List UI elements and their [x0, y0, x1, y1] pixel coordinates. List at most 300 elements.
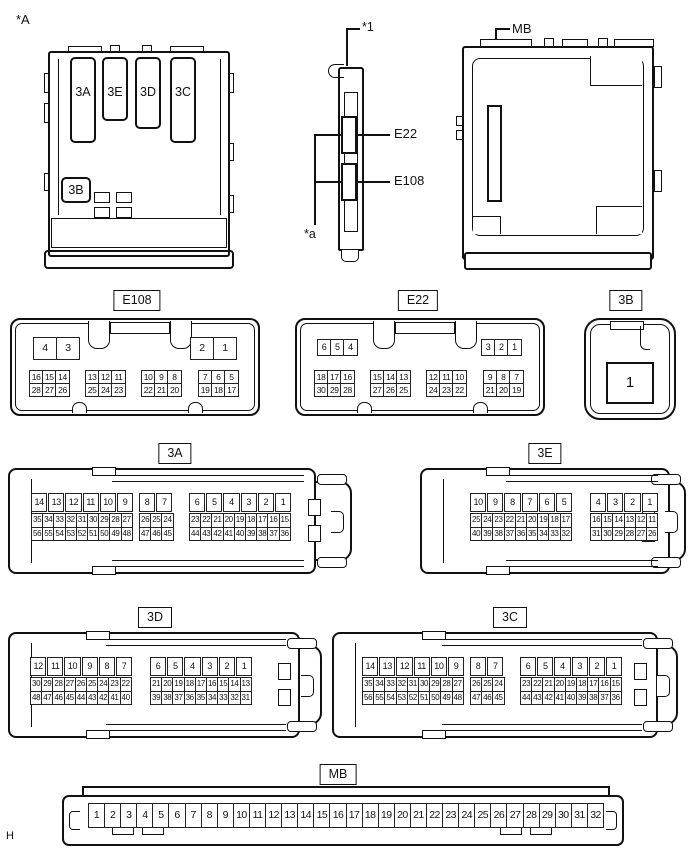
pin-12: 12 [30, 657, 46, 676]
pin-2: 2 [624, 493, 640, 512]
pin-42: 42 [97, 691, 109, 706]
pin-1: 1 [88, 803, 105, 828]
pin-8: 8 [470, 657, 486, 676]
pin-13: 13 [85, 370, 99, 384]
pin-3: 3 [481, 339, 495, 356]
pin-21: 21 [154, 383, 168, 397]
pin-39: 39 [576, 691, 588, 706]
pin-7: 7 [522, 493, 538, 512]
pin-29: 29 [429, 677, 441, 692]
pin-5: 5 [167, 657, 183, 676]
latch-bracket [657, 675, 670, 697]
pin-8: 8 [201, 803, 218, 828]
inner-wall-line [58, 59, 59, 215]
pin-group [520, 657, 622, 705]
pin-19: 19 [198, 383, 212, 397]
pin-30: 30 [601, 527, 613, 542]
pin-16: 16 [340, 370, 354, 384]
pin-48: 48 [121, 527, 133, 542]
relay-square [116, 192, 132, 203]
pin-20: 20 [161, 677, 173, 692]
pin-15: 15 [610, 677, 622, 692]
pin-group [483, 370, 524, 397]
pin-21: 21 [483, 383, 497, 397]
slot-3d: 3D [135, 57, 161, 129]
pin-27: 27 [370, 383, 384, 397]
pin-50: 50 [429, 691, 441, 706]
pin-52: 52 [76, 527, 88, 542]
pin-19: 19 [509, 383, 523, 397]
pin-27: 27 [121, 513, 133, 528]
pin-group [30, 657, 132, 705]
pin-14: 14 [228, 677, 240, 692]
pin-4: 4 [343, 339, 357, 356]
pin-24: 24 [481, 513, 493, 528]
pin-23: 23 [108, 677, 120, 692]
pin-44: 44 [520, 691, 532, 706]
pin-33: 33 [548, 527, 560, 542]
pin-36: 36 [184, 691, 196, 706]
pin-12: 12 [98, 370, 112, 384]
pin-group [198, 370, 239, 397]
connector-3b-body [584, 318, 676, 420]
pin-32: 32 [587, 803, 604, 828]
connector-mb-body [62, 786, 624, 846]
pin-50: 50 [98, 527, 110, 542]
pin-7: 7 [509, 370, 523, 384]
pin-45: 45 [161, 527, 173, 542]
pin-7: 7 [487, 657, 503, 676]
pin-16: 16 [206, 677, 218, 692]
pin-20: 20 [554, 677, 566, 692]
guide-rail [442, 639, 642, 646]
pin-24: 24 [98, 383, 112, 397]
lower-band [51, 218, 227, 248]
connector-e22-body [295, 318, 545, 416]
pin-21: 21 [211, 513, 223, 528]
pin-12: 12 [65, 493, 81, 512]
pin-9: 9 [217, 803, 234, 828]
pin-22: 22 [426, 803, 443, 828]
pin-39: 39 [245, 527, 257, 542]
pin-54: 54 [53, 527, 65, 542]
pin-35: 35 [526, 527, 538, 542]
bracket-line [314, 181, 341, 183]
pin-49: 49 [440, 691, 452, 706]
pin-43: 43 [86, 691, 98, 706]
pin-27: 27 [452, 677, 464, 692]
pin-26: 26 [383, 383, 397, 397]
connector-label-3b: 3B [609, 290, 642, 311]
pin-30: 30 [87, 513, 99, 528]
pin-32: 32 [560, 527, 572, 542]
slot-e108 [341, 163, 357, 201]
pin-36: 36 [279, 527, 291, 542]
pin-19: 19 [378, 803, 395, 828]
pin-4: 4 [184, 657, 200, 676]
pin-31: 31 [76, 513, 88, 528]
pin-25: 25 [470, 513, 482, 528]
latch-pin [278, 663, 291, 680]
connector-label-3a: 3A [158, 443, 191, 464]
pin-7: 7 [156, 493, 172, 512]
connector-e108-body [10, 318, 260, 416]
pin-34: 34 [42, 513, 54, 528]
pin-26: 26 [490, 803, 507, 828]
side-inner-panel [344, 92, 358, 232]
pin-47: 47 [139, 527, 151, 542]
pin-7: 7 [198, 370, 212, 384]
lock-cutout [455, 321, 477, 349]
pin-28: 28 [440, 677, 452, 692]
pin-2: 2 [494, 339, 508, 356]
callout-1-label: *1 [362, 20, 374, 34]
pin-18: 18 [184, 677, 196, 692]
pin-29: 29 [98, 513, 110, 528]
pin-30: 30 [555, 803, 572, 828]
pin-13: 13 [379, 657, 395, 676]
pin-4: 4 [33, 337, 57, 360]
connector-label-3d: 3D [138, 607, 172, 628]
pin-9: 9 [448, 657, 464, 676]
pin-42: 42 [542, 691, 554, 706]
guide-bump [486, 467, 510, 476]
pin-38: 38 [256, 527, 268, 542]
pin-44: 44 [75, 691, 87, 706]
pin-17: 17 [587, 677, 599, 692]
pin-group [590, 493, 658, 541]
pin-20: 20 [167, 383, 181, 397]
guide-bump [486, 566, 510, 575]
pin-51: 51 [418, 691, 430, 706]
guide-rail [112, 475, 304, 482]
slot-3b: 3B [61, 177, 91, 203]
pin-25: 25 [85, 383, 99, 397]
pin-21: 21 [410, 803, 427, 828]
pin-27: 27 [64, 677, 76, 692]
latch-hook [643, 638, 673, 649]
pin-26: 26 [646, 527, 658, 542]
lock-hook [640, 326, 650, 350]
pin-27: 27 [635, 527, 647, 542]
pin-25: 25 [150, 513, 162, 528]
pin-14: 14 [31, 493, 47, 512]
guide-rail [506, 560, 658, 567]
pin-56: 56 [31, 527, 43, 542]
e22-callout-label: E22 [394, 126, 418, 141]
view-a-label: *A [16, 12, 30, 27]
pin-3: 3 [241, 493, 257, 512]
pin-44: 44 [189, 527, 201, 542]
pin-1: 1 [606, 657, 622, 676]
lock-cutout [373, 321, 395, 349]
pin-27: 27 [42, 383, 56, 397]
guide-rail [106, 639, 286, 646]
pin-14: 14 [297, 803, 314, 828]
pin-49: 49 [109, 527, 121, 542]
pin-4: 4 [136, 803, 153, 828]
pin-7: 7 [116, 657, 132, 676]
connector-3e-body [420, 466, 686, 576]
pin-26: 26 [470, 677, 482, 692]
pin-15: 15 [370, 370, 384, 384]
pin-26: 26 [75, 677, 87, 692]
bottom-notch [357, 402, 372, 413]
connector-3c-body [332, 630, 678, 740]
pin-5: 5 [330, 339, 344, 356]
pin-33: 33 [53, 513, 65, 528]
pin-18: 18 [245, 513, 257, 528]
pin-20: 20 [394, 803, 411, 828]
mb-callout-label: MB [512, 21, 532, 36]
pin-11: 11 [414, 657, 430, 676]
guide-rail [112, 560, 304, 567]
pin-4: 4 [590, 493, 606, 512]
pin-19: 19 [234, 513, 246, 528]
pin-51: 51 [87, 527, 99, 542]
pin-15: 15 [217, 677, 229, 692]
pin-19: 19 [537, 513, 549, 528]
pin-10: 10 [233, 803, 250, 828]
pin-group [150, 657, 252, 705]
lock-bar [110, 322, 170, 334]
pin-36: 36 [610, 691, 622, 706]
pin-17: 17 [195, 677, 207, 692]
lock-tab [610, 321, 644, 330]
connector-3d-body [8, 630, 322, 740]
slot-e22 [341, 116, 357, 154]
pin-27: 27 [506, 803, 523, 828]
pin-group [88, 803, 604, 828]
pin-13: 13 [624, 513, 636, 528]
pin-10: 10 [431, 657, 447, 676]
pin-7: 7 [185, 803, 202, 828]
pin-47: 47 [470, 691, 482, 706]
pin-9: 9 [82, 657, 98, 676]
pin-3: 3 [202, 657, 218, 676]
pin-45: 45 [492, 691, 504, 706]
pin-28: 28 [29, 383, 43, 397]
connector-label-e22: E22 [398, 290, 438, 311]
page-marker: H [6, 830, 14, 842]
pin-24: 24 [426, 383, 440, 397]
pin-23: 23 [439, 383, 453, 397]
pin-10: 10 [100, 493, 116, 512]
pin-12: 12 [396, 657, 412, 676]
pin-33: 33 [217, 691, 229, 706]
pin-22: 22 [120, 677, 132, 692]
pin-35: 35 [31, 513, 43, 528]
callout-line [358, 134, 390, 136]
pin-5: 5 [556, 493, 572, 512]
pin-11: 11 [83, 493, 99, 512]
latch-hook [643, 721, 673, 732]
pin-25: 25 [474, 803, 491, 828]
pin-15: 15 [601, 513, 613, 528]
callout-line [358, 181, 390, 183]
latch-hook [287, 721, 317, 732]
bottom-notch [72, 402, 87, 413]
edge-bump [654, 66, 662, 88]
pin-11: 11 [439, 370, 453, 384]
pin-24: 24 [97, 677, 109, 692]
junction-block-back-view [458, 20, 660, 273]
pin-10: 10 [64, 657, 80, 676]
pin-17: 17 [224, 383, 238, 397]
pin-18: 18 [314, 370, 328, 384]
pin-22: 22 [504, 513, 516, 528]
pin-5: 5 [152, 803, 169, 828]
guide-bump [92, 566, 116, 575]
pin-36: 36 [515, 527, 527, 542]
guide-rail [442, 724, 642, 731]
pin-group [141, 370, 182, 397]
pin-40: 40 [120, 691, 132, 706]
pin-group [314, 370, 355, 397]
bottom-notch [112, 828, 134, 835]
latch-hook [287, 638, 317, 649]
slot-mb [487, 105, 502, 202]
corner-step [590, 56, 642, 86]
guide-bump [422, 631, 446, 640]
pin-26: 26 [139, 513, 151, 528]
pin-1: 1 [642, 493, 658, 512]
pin-12: 12 [426, 370, 440, 384]
latch-hook [317, 557, 347, 568]
pin-group [29, 370, 70, 397]
pin-6: 6 [317, 339, 331, 356]
pin-34: 34 [206, 691, 218, 706]
pin-15: 15 [279, 513, 291, 528]
pin-11: 11 [646, 513, 658, 528]
e108-callout-label: E108 [394, 173, 425, 188]
guide-rail [106, 724, 286, 731]
pin-17: 17 [560, 513, 572, 528]
pin-13: 13 [240, 677, 252, 692]
pin-5: 5 [206, 493, 222, 512]
pin-29: 29 [612, 527, 624, 542]
pin-22: 22 [452, 383, 466, 397]
pin-group [362, 657, 464, 705]
pin-55: 55 [373, 691, 385, 706]
pin-30: 30 [418, 677, 430, 692]
pin-23: 23 [442, 803, 459, 828]
pin-43: 43 [200, 527, 212, 542]
pin-24: 24 [492, 677, 504, 692]
pin-11: 11 [111, 370, 125, 384]
pin-30: 30 [314, 383, 328, 397]
slot-3a: 3A [70, 57, 96, 143]
pin-4: 4 [223, 493, 239, 512]
pin-2: 2 [190, 337, 214, 360]
pin-40: 40 [470, 527, 482, 542]
pin-group [33, 337, 80, 360]
pin-25: 25 [86, 677, 98, 692]
pin-25: 25 [481, 677, 493, 692]
pin-group [481, 339, 522, 356]
pin-40: 40 [234, 527, 246, 542]
pin-19: 19 [172, 677, 184, 692]
pin-8: 8 [99, 657, 115, 676]
edge-bump [654, 170, 662, 192]
pin-46: 46 [481, 691, 493, 706]
bottom-notch [500, 828, 522, 835]
pin-group [370, 370, 411, 397]
bracket-line [314, 135, 316, 225]
pin-group [190, 337, 237, 360]
pin-5: 5 [224, 370, 238, 384]
base-strip [44, 250, 234, 269]
bottom-notch [530, 828, 552, 835]
junction-block-side-view [300, 20, 460, 270]
pin-16: 16 [29, 370, 43, 384]
pin-53: 53 [396, 691, 408, 706]
pin-15: 15 [42, 370, 56, 384]
pin-22: 22 [141, 383, 155, 397]
pin-46: 46 [52, 691, 64, 706]
slot-3e: 3E [102, 57, 128, 121]
pin-16: 16 [598, 677, 610, 692]
pin-38: 38 [492, 527, 504, 542]
pin-52: 52 [407, 691, 419, 706]
pin-32: 32 [396, 677, 408, 692]
pin-14: 14 [362, 657, 378, 676]
pin-31: 31 [571, 803, 588, 828]
pin-28: 28 [523, 803, 540, 828]
pin-group [139, 493, 174, 541]
guide-bump [86, 730, 110, 739]
pin-8: 8 [496, 370, 510, 384]
pin-2: 2 [219, 657, 235, 676]
pin-8: 8 [504, 493, 520, 512]
pin-31: 31 [590, 527, 602, 542]
guide-bump [422, 730, 446, 739]
pin-6: 6 [211, 370, 225, 384]
connector-3a-body [8, 466, 352, 576]
pin-33: 33 [384, 677, 396, 692]
pin-9: 9 [483, 370, 497, 384]
pin-38: 38 [161, 691, 173, 706]
latch-pin [308, 499, 321, 516]
pin-39: 39 [150, 691, 162, 706]
inner-wall-line [434, 479, 444, 563]
callout-line [346, 28, 360, 30]
pin-34: 34 [537, 527, 549, 542]
pin-3: 3 [607, 493, 623, 512]
pin-8: 8 [167, 370, 181, 384]
pin-11: 11 [249, 803, 266, 828]
bottom-notch [188, 402, 203, 413]
pin-41: 41 [223, 527, 235, 542]
guide-bump [92, 467, 116, 476]
pin-14: 14 [612, 513, 624, 528]
pin-23: 23 [111, 383, 125, 397]
pin-19: 19 [565, 677, 577, 692]
latch-bracket [665, 511, 678, 533]
pin-28: 28 [109, 513, 121, 528]
pin-6: 6 [539, 493, 555, 512]
bottom-notch [473, 402, 488, 413]
callout-line [495, 28, 510, 30]
pin-group [426, 370, 467, 397]
pin-28: 28 [624, 527, 636, 542]
pin-29: 29 [539, 803, 556, 828]
pin-18: 18 [211, 383, 225, 397]
pin-28: 28 [340, 383, 354, 397]
guide-bump [86, 631, 110, 640]
pin-17: 17 [346, 803, 363, 828]
pin-3: 3 [572, 657, 588, 676]
